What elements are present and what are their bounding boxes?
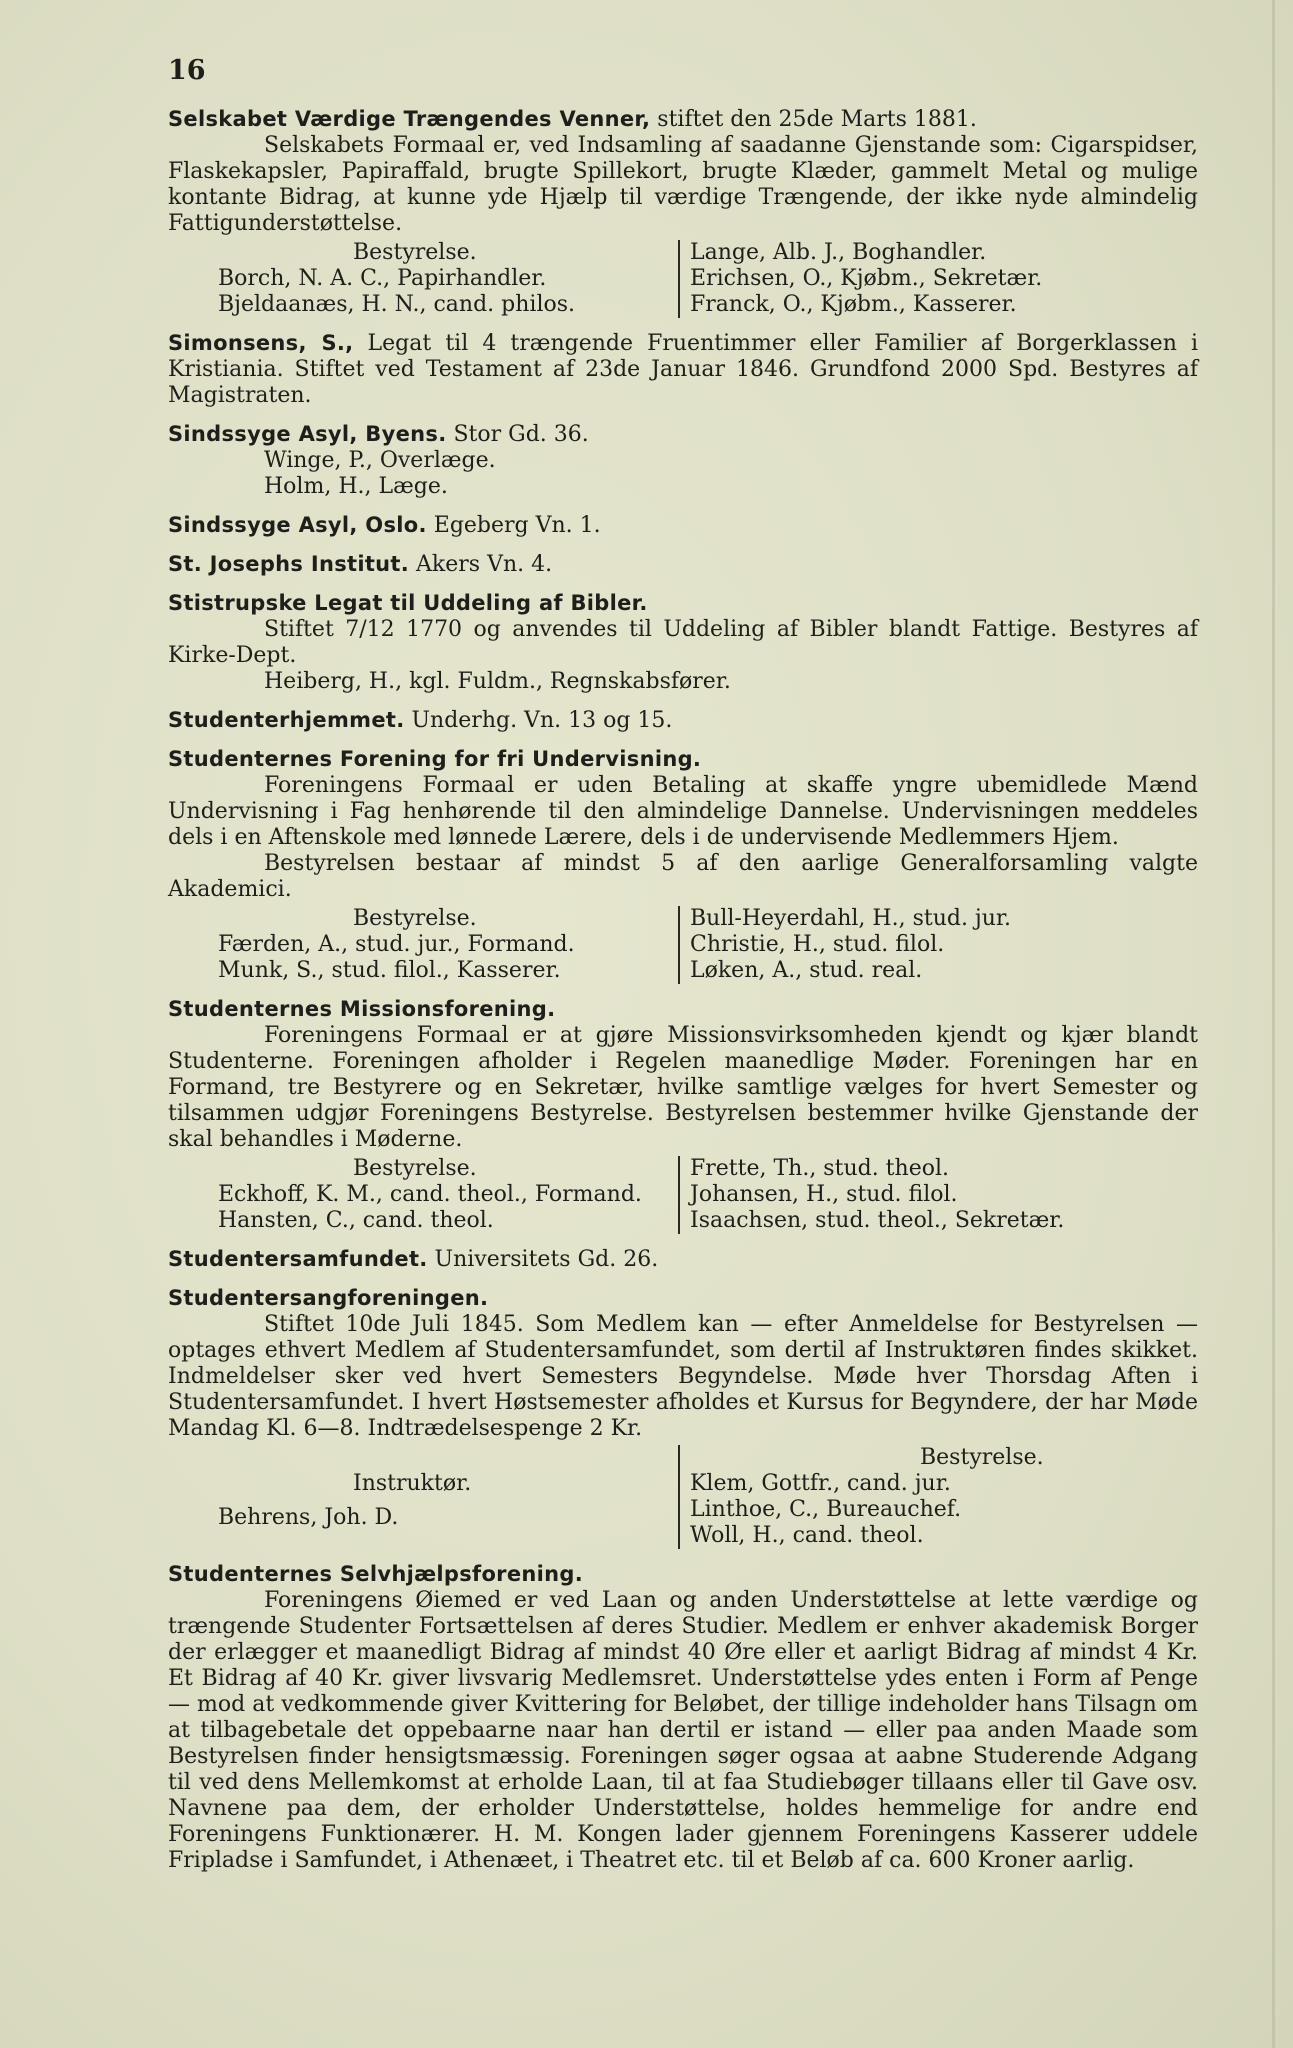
instructor-name: Behrens, Joh. D. bbox=[218, 1505, 399, 1530]
committee-title: Bestyrelse. bbox=[353, 240, 477, 265]
entry bbox=[168, 421, 1198, 500]
entry-heading-rest: Akers Vn. 4. bbox=[409, 552, 553, 577]
entry bbox=[168, 512, 1198, 539]
entry-heading: Studentersangforeningen. bbox=[168, 1286, 489, 1310]
entry-heading: St. Josephs Institut. bbox=[168, 552, 410, 576]
entry-line: Winge, P., Overlæge. bbox=[264, 448, 496, 473]
committee-title: Bestyrelse. bbox=[920, 1445, 1044, 1470]
entry-heading: Studenternes Forening for fri Undervisning. bbox=[168, 747, 702, 771]
entry bbox=[168, 1285, 1198, 1549]
committee-member: Bull-Heyerdahl, H., stud. jur. bbox=[690, 906, 1012, 931]
committee-member: Isaachsen, stud. theol., Sekretær. bbox=[690, 1208, 1065, 1233]
entry-heading-rest: Underhg. Vn. 13 og 15. bbox=[404, 708, 673, 733]
entry-text: Foreningens Formaal er at gjøre Missionsvirksomheden kjendt og kjær blandt Studenterne. Foreningen afholder i Regelen maanedlige Møder. Foreningen har en Formand, tre Bestyrere og en Sekretær, hvilke samtlige vælges for hvert Semester og tilsammen udgjør Foreningens Bestyrelse. Bestyrelsen bestemmer hvilke Gjenstande der skal behandles i Møderne. bbox=[168, 1023, 1198, 1152]
committee-member: Bjeldaanæs, H. N., cand. philos. bbox=[218, 292, 576, 317]
committee-member: Frette, Th., stud. theol. bbox=[690, 1156, 949, 1181]
entry-heading: Studenterhjemmet. bbox=[168, 708, 405, 732]
committee-member: Christie, H., stud. filol. bbox=[690, 932, 945, 957]
entry-heading: Studentersamfundet. bbox=[168, 1247, 428, 1271]
entry bbox=[168, 590, 1198, 695]
entry bbox=[168, 707, 1198, 734]
committee-member: Klem, Gottfr., cand. jur. bbox=[690, 1471, 951, 1496]
entry-heading-rest: Egeberg Vn. 1. bbox=[426, 513, 601, 538]
entry bbox=[168, 551, 1198, 578]
entry-text: Stiftet 7/12 1770 og anvendes til Uddeling af Bibler blandt Fattige. Bestyres af Kirke-Dept. bbox=[168, 617, 1198, 668]
entry-heading-rest: stiftet den 25de Marts 1881. bbox=[650, 107, 977, 132]
entry bbox=[168, 330, 1198, 409]
committee-member: Franck, O., Kjøbm., Kasserer. bbox=[690, 292, 1017, 317]
page-edge bbox=[1272, 0, 1275, 2048]
entry-text: Stiftet 10de Juli 1845. Som Medlem kan — efter Anmeldelse for Bestyrelsen — optages ethvert Medlem af Studentersamfundet, som dertil af Instruktøren findes skikket. Indmeldelser sker ved hvert Semesters Begyndelse. Møde hver Thorsdag Aften i Studentersamfundet. I hvert Høstsemester afholdes et Kursus for Begyndere, der har Møde Mandag Kl. 6—8. Indtrædelsespenge 2 Kr. bbox=[168, 1312, 1198, 1441]
committee-title: Bestyrelse. bbox=[353, 1156, 477, 1181]
entry-heading: Stistrupske Legat til Uddeling af Bibler. bbox=[168, 591, 648, 615]
page-number: 16 bbox=[168, 55, 206, 86]
entry-heading: Selskabet Værdige Trængendes Venner, bbox=[168, 107, 651, 131]
committee-block bbox=[168, 906, 1198, 984]
committee-member: Lange, Alb. J., Boghandler. bbox=[690, 240, 987, 265]
entry-heading: Studenternes Missionsforening. bbox=[168, 997, 556, 1021]
committee-member: Johansen, H., stud. filol. bbox=[690, 1182, 958, 1207]
entry-heading: Sindssyge Asyl, Byens. bbox=[168, 422, 447, 446]
entry bbox=[168, 746, 1198, 984]
entry bbox=[168, 106, 1198, 318]
committee-title: Bestyrelse. bbox=[353, 906, 477, 931]
entry-text: Foreningens Øiemed er ved Laan og anden Understøttelse at lette værdige og trængende Studenter Fortsættelsen af deres Studier. Medlem er enhver akademisk Borger der erlægger et maanedligt Bidrag af mindst 40 Øre eller et aarligt Bidrag af mindst 4 Kr. Et Bidrag af 40 Kr. giver livsvarig Medlemsret. Understøttelse ydes enten i Form af Penge — mod at vedkommende giver Kvittering for Beløbet, der tillige indeholder hans Tilsagn om at tilbagebetale det oppebaarne naar han dertil er istand — eller paa anden Maade som Bestyrelsen finder hensigtsmæssig. Foreningen søger ogsaa at aabne Studerende Adgang til ved dens Mellemkomst at erholde Laan, til at faa Studiebøger tillaans eller til Gave osv. Navnene paa dem, der erholder Understøttelse, holdes hemmelige for andre end Foreningens Funktionærer. H. M. Kongen lader gjennem Foreningens Kasserer uddele Fripladse i Samfundet, i Athenæet, i Theatret etc. til et Beløb af ca. 600 Kroner aarlig. bbox=[168, 1588, 1198, 1873]
entry-text: Foreningens Formaal er uden Betaling at skaffe yngre ubemidlede Mænd Undervisning i Fag henhørende til den almindelige Dannelse. Undervisningen meddeles dels i en Aftenskole med lønnede Lærere, dels i de undervisende Medlemmers Hjem. bbox=[168, 773, 1198, 850]
committee-member: Woll, H., cand. theol. bbox=[690, 1523, 924, 1548]
committee-member: Munk, S., stud. filol., Kasserer. bbox=[218, 958, 561, 983]
committee-block bbox=[168, 1445, 1198, 1549]
entry-heading-rest: Universitets Gd. 26. bbox=[427, 1247, 659, 1272]
committee-member: Linthoe, C., Bureauchef. bbox=[690, 1497, 962, 1522]
committee-member: Færden, A., stud. jur., Formand. bbox=[218, 932, 575, 957]
page-content bbox=[168, 55, 1198, 1886]
entry-heading: Sindssyge Asyl, Oslo. bbox=[168, 513, 427, 537]
entry bbox=[168, 1246, 1198, 1273]
committee-block bbox=[168, 1156, 1198, 1234]
entry-heading-rest: Stor Gd. 36. bbox=[446, 422, 589, 447]
instructor-title: Instruktør. bbox=[353, 1471, 472, 1496]
committee-member: Borch, N. A. C., Papirhandler. bbox=[218, 266, 547, 291]
committee-block bbox=[168, 240, 1198, 318]
entry-text: Bestyrelsen bestaar af mindst 5 af den aarlige Generalforsamling valgte Akademici. bbox=[168, 851, 1198, 902]
entry-heading-rest: Legat til 4 trængende Fruentimmer eller Familier af Borgerklassen i Kristiania. Stiftet ved Testament af 23de Januar 1846. Grundfond 2000 Spd. Bestyres af Magistraten. bbox=[168, 331, 1198, 408]
entry-line: Holm, H., Læge. bbox=[264, 474, 448, 499]
entry bbox=[168, 1561, 1198, 1874]
entry-heading: Simonsens, S., bbox=[168, 331, 354, 355]
committee-member: Hansten, C., cand. theol. bbox=[218, 1208, 494, 1233]
entry-text: Selskabets Formaal er, ved Indsamling af saadanne Gjenstande som: Cigarspidser, Flaskekapsler, Papiraffald, brugte Spillekort, brugte Klæder, gammelt Metal og mulige kontante Bidrag, at kunne yde Hjælp til værdige Trængende, der ikke nyde almindelig Fattigunderstøttelse. bbox=[168, 133, 1198, 236]
committee-member: Løken, A., stud. real. bbox=[690, 958, 923, 983]
entry-line: Heiberg, H., kgl. Fuldm., Regnskabsfører. bbox=[264, 669, 731, 694]
entry bbox=[168, 996, 1198, 1234]
committee-member: Erichsen, O., Kjøbm., Sekretær. bbox=[690, 266, 1043, 291]
committee-member: Eckhoff, K. M., cand. theol., Formand. bbox=[218, 1182, 642, 1207]
entry-heading: Studenternes Selvhjælpsforening. bbox=[168, 1562, 583, 1586]
